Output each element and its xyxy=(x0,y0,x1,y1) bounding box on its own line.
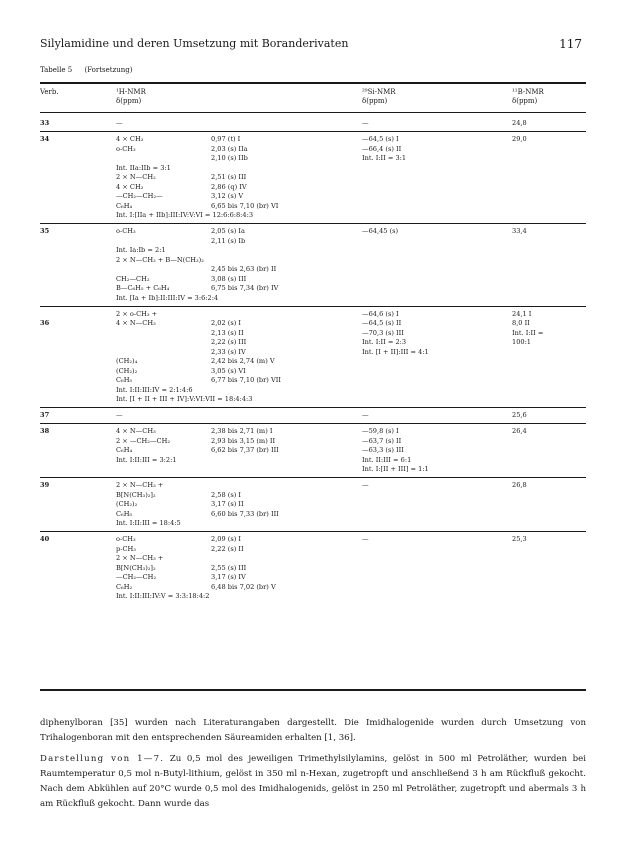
h-nmr-line xyxy=(116,119,386,129)
h-nmr-shift: 6,62 bis 7,37 (br) III xyxy=(211,446,279,454)
h-nmr-line xyxy=(116,386,386,396)
si-nmr-line: —64,5 (s) II xyxy=(362,319,402,327)
table-row xyxy=(40,481,586,529)
h-nmr-assignment: 4 × N—CH₃ xyxy=(116,427,156,435)
h-nmr-assignment: 4 × CH₃ xyxy=(116,135,144,143)
si-nmr-line: — xyxy=(362,119,369,127)
h-nmr-assignment: —CH₂—CH₂ xyxy=(116,573,157,581)
h-nmr-line xyxy=(116,481,386,491)
h-nmr-line xyxy=(116,535,386,545)
b-nmr-line: Int. I:II = xyxy=(512,328,544,337)
si-nmr-line: Int. I:[II + III] = 1:1 xyxy=(362,465,429,473)
h-nmr-shift: 2,05 (s) Ia xyxy=(211,227,245,235)
h-nmr-shift: 6,65 bis 7,10 (br) VI xyxy=(211,201,279,210)
b-nmr-line: 25,3 xyxy=(512,535,527,543)
column-header-verb xyxy=(40,88,59,97)
si-nmr-line: Int. I:II = 3:1 xyxy=(362,154,407,162)
table-row xyxy=(40,310,586,405)
compound-number: 38 xyxy=(40,427,50,435)
h-nmr-line xyxy=(116,256,386,266)
h-nmr-assignment: Int. I:II:III:IV = 2:1:4:6 xyxy=(116,385,193,394)
si-nmr-line: —59,8 (s) I xyxy=(362,427,399,435)
compound-number: 40 xyxy=(40,535,50,543)
h-nmr-line xyxy=(116,564,386,574)
b-nmr-line: 33,4 xyxy=(512,227,527,235)
si-nmr-cell xyxy=(362,411,369,421)
h-nmr-assignment: B—C₆H₅ + C₆H₄ xyxy=(116,284,170,292)
si-nmr-cell xyxy=(362,227,398,237)
h-nmr-line xyxy=(116,265,386,275)
column-header-si-nmr xyxy=(362,88,396,106)
h-nmr-shift: 3,17 (s) IV xyxy=(211,573,246,581)
column-header-b-nmr xyxy=(512,88,544,106)
b-nmr-line: 8,0 II xyxy=(512,319,530,327)
h-nmr-line xyxy=(116,437,386,447)
table-bottom-rule xyxy=(40,689,586,691)
h-nmr-line xyxy=(116,456,386,466)
table-row xyxy=(40,411,586,421)
h-nmr-assignment: Int. Ia:Ib = 2:1 xyxy=(116,246,166,254)
page-header xyxy=(40,37,584,53)
b-nmr-line: 29,0 xyxy=(512,135,527,143)
h-nmr-assignment: o-CH₃ xyxy=(116,535,136,543)
h-nmr-assignment: Int. [I + II + III + IV]:V:VI:VII = 18:4:4:3 xyxy=(116,395,253,403)
table-caption xyxy=(40,66,143,74)
h-nmr-line xyxy=(116,376,386,386)
si-nmr-line: Int. I:II = 2:3 xyxy=(362,338,407,346)
table-row xyxy=(40,119,586,129)
column-header-si-nmr-unit: δ(ppm) xyxy=(362,97,388,105)
h-nmr-line xyxy=(116,319,386,329)
h-nmr-line xyxy=(116,510,386,520)
h-nmr-shift: 2,33 (s) IV xyxy=(211,347,246,356)
h-nmr-line xyxy=(116,446,386,456)
h-nmr-shift: 6,60 bis 7,33 (br) III xyxy=(211,509,279,518)
si-nmr-cell xyxy=(362,481,369,491)
h-nmr-line xyxy=(116,294,386,304)
h-nmr-shift: 6,77 bis 7,10 (br) VII xyxy=(211,376,281,384)
column-header-b-nmr-unit: δ(ppm) xyxy=(512,97,538,105)
h-nmr-assignment: — xyxy=(116,119,123,127)
h-nmr-line xyxy=(116,427,386,437)
table-row xyxy=(40,535,586,602)
h-nmr-line xyxy=(116,246,386,256)
h-nmr-assignment: —CH₂—CH₂— xyxy=(116,192,163,200)
si-nmr-line: — xyxy=(362,535,369,543)
compound-number: 33 xyxy=(40,119,50,127)
b-nmr-line: 100:1 xyxy=(512,338,532,346)
b-nmr-line: 26,8 xyxy=(512,481,527,489)
si-nmr-line: — xyxy=(362,481,369,489)
h-nmr-line xyxy=(116,411,386,421)
si-nmr-line: —64,45 (s) xyxy=(362,227,399,235)
body-paragraph-2 xyxy=(40,752,586,812)
running-title: Silylamidine und deren Umsetzung mit Boranderivaten xyxy=(40,37,349,50)
b-nmr-cell xyxy=(512,119,527,129)
h-nmr-assignment: o-CH₃ xyxy=(116,144,136,153)
h-nmr-shift: 2,11 (s) Ib xyxy=(211,236,246,245)
h-nmr-line xyxy=(116,164,386,174)
b-nmr-cell xyxy=(512,227,527,237)
h-nmr-shift: 2,02 (s) I xyxy=(211,319,242,327)
column-header-h-nmr xyxy=(116,88,146,106)
h-nmr-line xyxy=(116,592,386,602)
si-nmr-cell xyxy=(362,310,429,358)
row-divider xyxy=(40,306,586,307)
b-nmr-line: 26,4 xyxy=(512,427,527,435)
h-nmr-shift: 3,17 (s) II xyxy=(211,500,244,508)
compound-number: 39 xyxy=(40,481,50,489)
h-nmr-shift: 2,13 (s) II xyxy=(211,328,244,337)
h-nmr-assignment: (CH₂)₂ xyxy=(116,500,138,508)
row-divider xyxy=(40,131,586,132)
h-nmr-assignment: Int. I:II:III:IV:V = 3:3:18:4:2 xyxy=(116,592,210,600)
h-nmr-assignment: C₆H₂ xyxy=(116,582,133,591)
h-nmr-line xyxy=(116,519,386,529)
b-nmr-cell xyxy=(512,135,527,145)
h-nmr-line xyxy=(116,275,386,285)
si-nmr-cell xyxy=(362,119,369,129)
compound-number: 36 xyxy=(40,319,50,327)
column-header-h-nmr-unit: δ(ppm) xyxy=(116,97,142,105)
h-nmr-assignment: Int. [Ia + Ib]:II:III:IV = 3:6:2:4 xyxy=(116,293,219,302)
table-caption-note: (Fortsetzung) xyxy=(84,66,133,74)
h-nmr-assignment: C₆H₄ xyxy=(116,201,133,210)
h-nmr-assignment: 2 × N—CH₂ + B—N(CH₃)₂ xyxy=(116,255,204,264)
h-nmr-cell xyxy=(116,481,386,529)
h-nmr-shift: 2,45 bis 2,63 (br) II xyxy=(211,265,277,273)
h-nmr-line xyxy=(116,183,386,193)
compound-number: 37 xyxy=(40,411,50,419)
h-nmr-shift: 2,22 (s) II xyxy=(211,544,244,553)
h-nmr-line xyxy=(116,554,386,564)
b-nmr-cell xyxy=(512,427,527,437)
si-nmr-cell xyxy=(362,135,406,164)
h-nmr-assignment: 2 × N—CH₂ xyxy=(116,173,156,181)
h-nmr-shift: 2,03 (s) IIa xyxy=(211,144,248,153)
h-nmr-line xyxy=(116,284,386,294)
h-nmr-line xyxy=(116,573,386,583)
b-nmr-cell xyxy=(512,411,527,421)
h-nmr-assignment: 2 × —CH₂—CH₂ xyxy=(116,436,170,445)
h-nmr-shift: 3,12 (s) V xyxy=(211,192,244,200)
h-nmr-line xyxy=(116,237,386,247)
h-nmr-shift: 2,55 (s) III xyxy=(211,563,247,572)
h-nmr-assignment: 2 × N—CH₃ + xyxy=(116,481,164,489)
h-nmr-shift: 2,09 (s) I xyxy=(211,535,242,543)
h-nmr-shift: 2,51 (s) III xyxy=(211,173,247,181)
h-nmr-shift: 2,42 bis 2,74 (m) V xyxy=(211,357,275,365)
b-nmr-cell xyxy=(512,535,527,545)
h-nmr-assignment: p-CH₃ xyxy=(116,544,136,553)
h-nmr-shift: 0,97 (t) I xyxy=(211,135,241,143)
b-nmr-cell xyxy=(512,310,543,348)
h-nmr-line xyxy=(116,395,386,405)
h-nmr-cell xyxy=(116,411,386,421)
si-nmr-line: —64,5 (s) I xyxy=(362,135,399,143)
h-nmr-assignment: o-CH₃ xyxy=(116,227,136,235)
compound-number: 34 xyxy=(40,135,50,143)
si-nmr-line: —63,7 (s) II xyxy=(362,436,402,445)
si-nmr-line: Int. [I + II]:III = 4:1 xyxy=(362,347,429,356)
table-header-rule xyxy=(40,112,586,113)
table-top-rule xyxy=(40,82,586,84)
column-header-verb-label: Verb. xyxy=(40,88,59,96)
h-nmr-line xyxy=(116,145,386,155)
si-nmr-line: —64,6 (s) I xyxy=(362,309,399,318)
h-nmr-line xyxy=(116,202,386,212)
h-nmr-line xyxy=(116,192,386,202)
b-nmr-cell xyxy=(512,481,527,491)
h-nmr-assignment: — xyxy=(116,411,123,419)
h-nmr-line xyxy=(116,329,386,339)
b-nmr-line: 24,1 I xyxy=(512,309,532,318)
row-divider xyxy=(40,531,586,532)
body-text xyxy=(40,716,586,812)
h-nmr-line xyxy=(116,500,386,510)
h-nmr-cell xyxy=(116,119,386,129)
h-nmr-cell xyxy=(116,427,386,465)
h-nmr-line xyxy=(116,491,386,501)
row-divider xyxy=(40,223,586,224)
si-nmr-line: —70,3 (s) III xyxy=(362,328,404,337)
h-nmr-shift: 3,05 (s) VI xyxy=(211,366,246,375)
h-nmr-assignment: (CH₂)₄ xyxy=(116,357,138,365)
h-nmr-shift: 2,10 (s) IIb xyxy=(211,154,248,162)
h-nmr-shift: 2,93 bis 3,15 (m) II xyxy=(211,436,276,445)
row-divider xyxy=(40,477,586,478)
h-nmr-assignment: 2 × N—CH₃ + xyxy=(116,554,164,562)
si-nmr-cell xyxy=(362,427,429,475)
h-nmr-line xyxy=(116,154,386,164)
h-nmr-cell xyxy=(116,227,386,303)
si-nmr-line: — xyxy=(362,411,369,419)
table-row xyxy=(40,135,586,221)
h-nmr-line xyxy=(116,173,386,183)
si-nmr-cell xyxy=(362,535,369,545)
h-nmr-shift: 3,08 (s) III xyxy=(211,274,247,283)
h-nmr-assignment: 4 × CH₂ xyxy=(116,182,144,191)
h-nmr-shift: 2,86 (q) IV xyxy=(211,182,247,191)
h-nmr-assignment: 4 × N—CH₃ xyxy=(116,319,156,327)
h-nmr-line xyxy=(116,338,386,348)
h-nmr-assignment: B[N(CH₃)₂]₂ xyxy=(116,490,156,499)
column-header-si-nmr-label: ²⁹Si-NMR xyxy=(362,88,396,96)
h-nmr-cell xyxy=(116,310,386,405)
h-nmr-line xyxy=(116,357,386,367)
section-lead: Darstellung von 1—7. xyxy=(40,754,165,764)
h-nmr-assignment: 2 × o-CH₃ + xyxy=(116,309,158,318)
row-divider xyxy=(40,407,586,408)
h-nmr-cell xyxy=(116,535,386,602)
column-header-h-nmr-label: ¹H-NMR xyxy=(116,88,146,96)
column-header-b-nmr-label: ¹¹B-NMR xyxy=(512,88,544,96)
h-nmr-cell xyxy=(116,135,386,221)
page-number: 117 xyxy=(559,37,582,51)
h-nmr-assignment: B[N(CH₃)₂]₂ xyxy=(116,563,156,572)
h-nmr-assignment: Int. I:II:III = 18:4:5 xyxy=(116,519,181,527)
h-nmr-assignment: C₆H₄ xyxy=(116,446,133,454)
h-nmr-assignment: Int. I:[IIa + IIb]:III:IV:V:VI = 12:6:6:8:4:3 xyxy=(116,211,254,219)
b-nmr-line: 25,6 xyxy=(512,411,527,419)
compound-number: 35 xyxy=(40,227,50,235)
h-nmr-line xyxy=(116,367,386,377)
row-divider xyxy=(40,423,586,424)
h-nmr-assignment: (CH₂)₂ xyxy=(116,366,138,375)
body-paragraph-2-text: Zu 0,5 mol des jeweiligen Trimethylsilylamins, gelöst in 500 ml Petroläther, wurden bei Raumtemperatur 0,5 mol n-Butyl-lithium, gelöst in 350 ml n-Hexan, zugetropft und anschließend 3 h am Rückfluß gekocht. Nach dem Abkühlen auf 20°C wurde 0,5 mol des Imidhalogenids, gelöst in 250 ml Petroläther, zugetropft und abermals 3 h am Rückfluß gekocht. Dann wurde das xyxy=(40,754,586,809)
h-nmr-line xyxy=(116,348,386,358)
body-paragraph-1: diphenylboran [35] wurden nach Literaturangaben dargestellt. Die Imidhalogenide wurden durch Umsetzung von Trihalogenboran mit den entsprechenden Säureamiden erhalten [1, 36]. xyxy=(40,718,586,743)
table-row xyxy=(40,427,586,475)
h-nmr-assignment: C₆H₅ xyxy=(116,509,133,518)
h-nmr-line xyxy=(116,310,386,320)
h-nmr-line xyxy=(116,545,386,555)
h-nmr-line xyxy=(116,211,386,221)
h-nmr-assignment: CH₂—CH₂ xyxy=(116,274,150,283)
h-nmr-assignment: C₆H₅ xyxy=(116,376,133,384)
h-nmr-shift: 6,75 bis 7,34 (br) IV xyxy=(211,284,279,292)
h-nmr-shift: 2,38 bis 2,71 (m) I xyxy=(211,427,273,435)
si-nmr-line: —66,4 (s) II xyxy=(362,144,402,153)
h-nmr-line xyxy=(116,227,386,237)
h-nmr-assignment: Int. IIa:IIb = 3:1 xyxy=(116,163,171,172)
h-nmr-line xyxy=(116,583,386,593)
si-nmr-line: —63,3 (s) III xyxy=(362,446,404,454)
table-row xyxy=(40,227,586,303)
h-nmr-shift: 2,58 (s) I xyxy=(211,490,242,499)
b-nmr-line: 24,8 xyxy=(512,119,527,127)
h-nmr-shift: 6,48 bis 7,02 (br) V xyxy=(211,582,276,591)
h-nmr-assignment: Int. I:II:III = 3:2:1 xyxy=(116,455,177,464)
h-nmr-line xyxy=(116,135,386,145)
h-nmr-shift: 2,22 (s) III xyxy=(211,338,247,346)
table-caption-label: Tabelle 5 xyxy=(40,66,73,74)
si-nmr-line: Int. II:III = 6:1 xyxy=(362,455,412,464)
